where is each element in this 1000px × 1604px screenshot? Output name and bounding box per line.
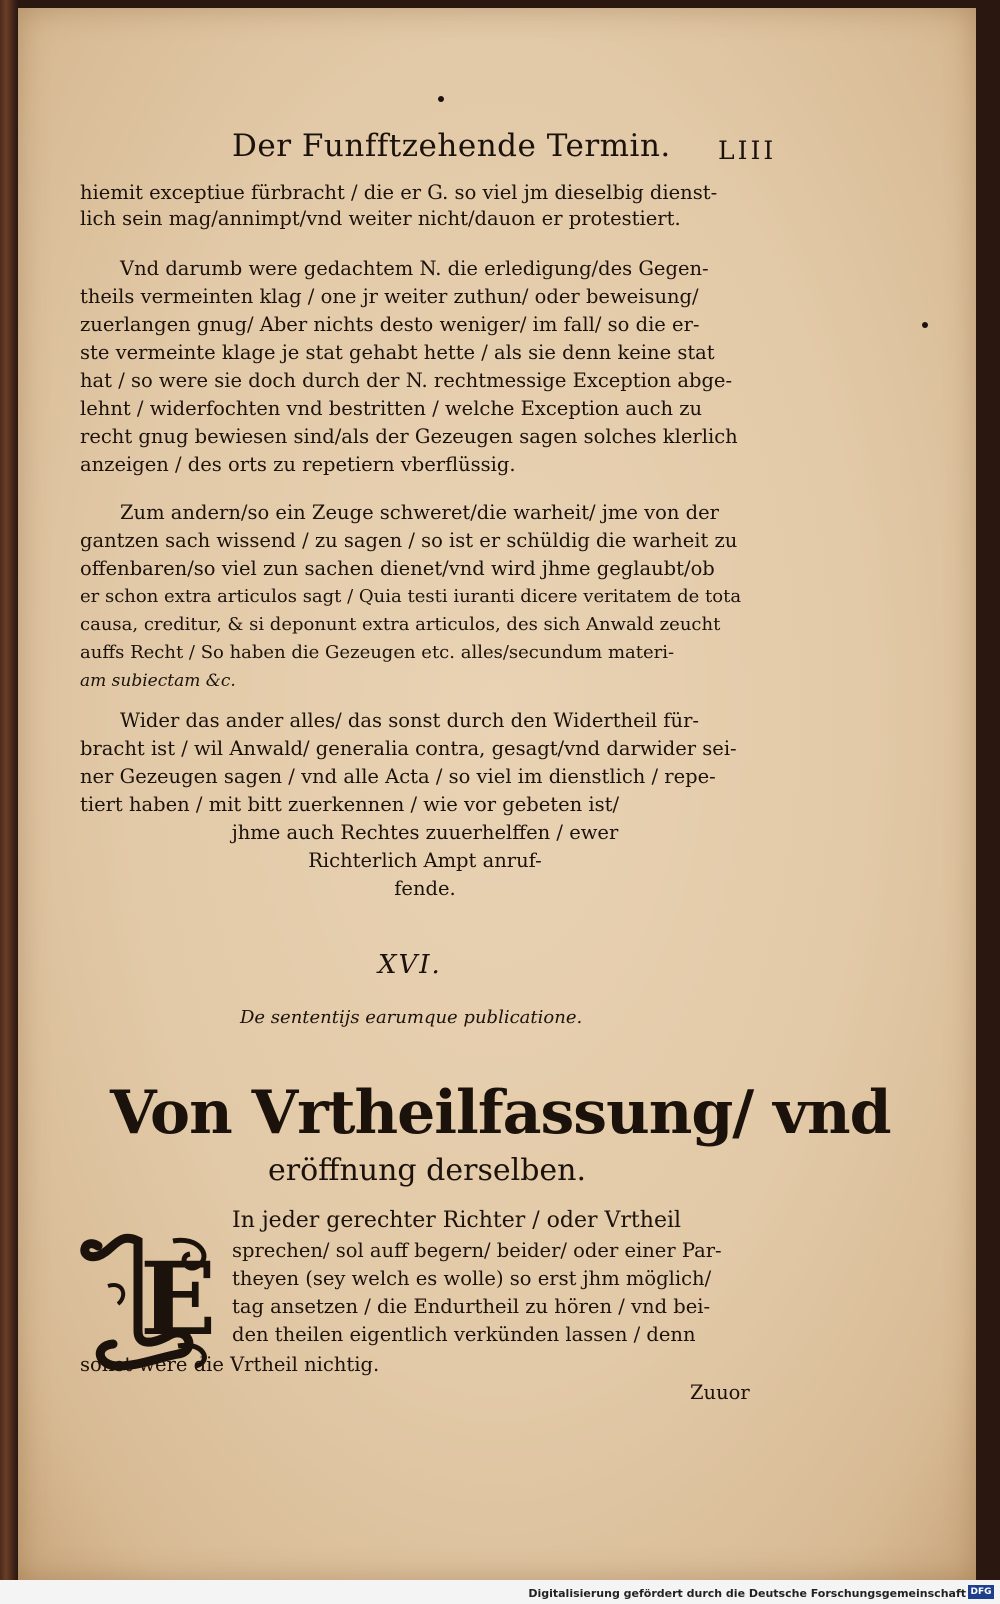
text-line: recht gnug bewiesen sind/als der Gezeugen sagen solches klerlich [80,425,738,448]
text-line: zuerlangen gnug/ Aber nichts desto weniger/ im fall/ so die er- [80,313,700,336]
text-line: causa, creditur, & si deponunt extra articulos, des sich Anwald zeucht [80,614,721,635]
text-line: hiemit exceptiue fürbracht / die er G. so viel jm dieselbig dienst- [80,181,718,204]
text-line: fende. [394,877,456,900]
text-line: bracht ist / wil Anwald/ generalia contra, gesagt/vnd darwider sei- [80,737,737,760]
text-line: hat / so were sie doch durch der N. rechtmessige Exception abge- [80,369,733,392]
text-line: tiert haben / mit bitt zuerkennen / wie vor gebeten ist/ [80,793,620,816]
footer-credit: Digitalisierung gefördert durch die Deutsche Forschungsgemeinschaft [528,1587,966,1600]
section-title: Von Vrtheilfassung/ vnd [110,1078,891,1148]
section-subtitle: eröffnung derselben. [268,1153,587,1188]
text-line: lich sein mag/annimpt/vnd weiter nicht/dauon er protestiert. [80,207,681,230]
section-latin-title: De sententijs earumque publicatione. [240,1007,583,1028]
text-line: In jeder gerechter Richter / oder Vrtheil [232,1208,682,1233]
text-line: anzeigen / des orts zu repetiern vberflüssig. [80,453,516,476]
text-line: gantzen sach wissend / zu sagen / so ist er schüldig die warheit zu [80,529,738,552]
initial-letter-glyph: E [140,1240,217,1358]
text-line: am subiectam &c. [80,671,236,691]
text-line: Richterlich Ampt anruf- [308,849,542,872]
ink-spot [922,322,928,328]
folio-number: LIII [718,136,777,165]
text-line: offenbaren/so viel zun sachen dienet/vnd wird jhme geglaubt/ob [80,557,715,580]
text-line: Vnd darumb were gedachtem N. die erledigung/des Gegen- [120,257,709,280]
text-line: den theilen eigentlich verkünden lassen / denn [232,1323,696,1346]
running-head: Der Funfftzehende Termin. [232,128,671,164]
text-line: jhme auch Rechtes zuuerhelffen / ewer [231,821,619,844]
text-line: tag ansetzen / die Endurtheil zu hören / vnd bei- [232,1295,711,1318]
text-line: Zum andern/so ein Zeuge schweret/die warheit/ jme von der [120,501,719,524]
text-line: auffs Recht / So haben die Gezeugen etc. alles/secundum materi- [80,642,675,663]
text-line: ner Gezeugen sagen / vnd alle Acta / so viel im dienstlich / repe- [80,765,716,788]
text-line: ste vermeinte klage je stat gehabt hette / als sie denn keine stat [80,341,715,364]
text-line: er schon extra articulos sagt / Quia testi iuranti dicere veritatem de tota [80,586,742,607]
section-number: XVI. [378,950,442,980]
text-line: sonst were die Vrtheil nichtig. [80,1353,380,1376]
text-line: theyen (sey welch es wolle) so erst jhm möglich/ [232,1267,712,1290]
text-line: lehnt / widerfochten vnd bestritten / welche Exception auch zu [80,397,703,420]
text-line: theils vermeinten klag / one jr weiter zuthun/ oder beweisung/ [80,285,699,308]
text-line: Wider das ander alles/ das sonst durch den Widertheil für- [120,709,699,732]
text-line: sprechen/ sol auff begern/ beider/ oder einer Par- [232,1239,722,1262]
ink-spot [438,96,444,102]
catchword: Zuuor [690,1381,750,1404]
dfg-logo: DFG [968,1585,994,1599]
